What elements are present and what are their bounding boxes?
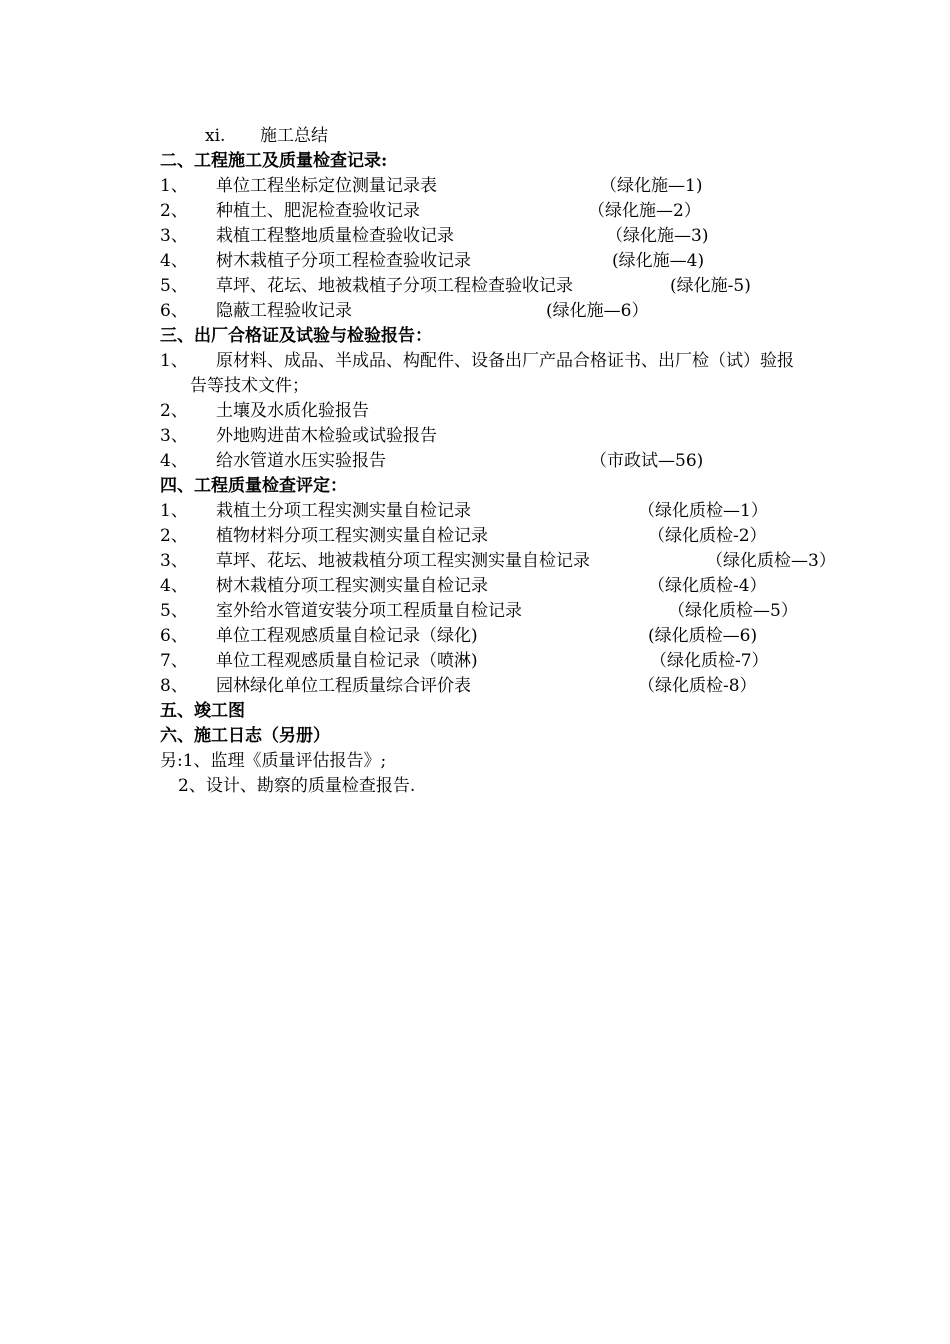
list-number: 5、 <box>160 601 188 621</box>
list-item-text: 隐蔽工程验收记录 <box>216 301 352 321</box>
list-item-text: 栽植土分项工程实测实量自检记录 <box>216 501 471 521</box>
list-number: 1、 <box>160 351 188 371</box>
form-reference: （绿化施—1) <box>600 176 703 196</box>
note-line: 另:1、监理《质量评估报告》; <box>160 751 387 771</box>
list-item-text: 单位工程观感质量自检记录（绿化) <box>216 626 478 646</box>
list-number: 2、 <box>160 201 188 221</box>
list-item-text: 草坪、花坛、地被栽植分项工程实测实量自检记录 <box>216 551 590 571</box>
list-number: 4、 <box>160 576 188 596</box>
list-number: 3、 <box>160 226 188 246</box>
list-number: 3、 <box>160 551 188 571</box>
list-item-text: 树木栽植分项工程实测实量自检记录 <box>216 576 488 596</box>
list-item-text: 土壤及水质化验报告 <box>216 401 369 421</box>
list-item-text: 单位工程坐标定位测量记录表 <box>216 176 437 196</box>
list-item-text: 园林绿化单位工程质量综合评价表 <box>216 676 471 696</box>
list-item-text: 室外给水管道安装分项工程质量自检记录 <box>216 601 522 621</box>
section-heading: 二、工程施工及质量检查记录: <box>160 151 388 171</box>
form-reference: （绿化质检-2） <box>648 526 767 546</box>
list-item-text: 树木栽植子分项工程检查验收记录 <box>216 251 471 271</box>
form-reference: （绿化质检—1） <box>638 501 768 521</box>
section-heading: 六、施工日志（另册） <box>160 726 330 746</box>
form-reference: （绿化质检-4） <box>648 576 767 596</box>
list-item-text: 栽植工程整地质量检查验收记录 <box>216 226 454 246</box>
list-item-text: 种植土、肥泥检查验收记录 <box>216 201 420 221</box>
form-reference: （绿化质检—5） <box>668 601 798 621</box>
list-item-text: 植物材料分项工程实测实量自检记录 <box>216 526 488 546</box>
list-item-text: 施工总结 <box>260 126 328 146</box>
list-item-text: 原材料、成品、半成品、构配件、设备出厂产品合格证书、出厂检（试）验报 <box>216 351 794 371</box>
list-number: 1、 <box>160 501 188 521</box>
form-reference: (绿化施-5) <box>670 276 751 296</box>
form-reference: （绿化质检-8） <box>638 676 757 696</box>
section-heading: 三、出厂合格证及试验与检验报告： <box>160 326 432 346</box>
list-number: 4、 <box>160 251 188 271</box>
list-number: 2、 <box>160 526 188 546</box>
list-number: 6、 <box>160 626 188 646</box>
form-reference: （绿化质检-7） <box>650 651 769 671</box>
form-reference: (绿化质检—6) <box>648 626 758 646</box>
form-reference: (绿化施—4) <box>612 251 705 271</box>
form-reference: （绿化质检—3） <box>706 551 836 571</box>
list-item-text: 外地购进苗木检验或试验报告 <box>216 426 437 446</box>
list-number: 2、 <box>160 401 188 421</box>
list-number: 3、 <box>160 426 188 446</box>
list-item-text: 单位工程观感质量自检记录（喷淋) <box>216 651 478 671</box>
list-item-text: 草坪、花坛、地被栽植子分项工程检查验收记录 <box>216 276 573 296</box>
list-number: xi. <box>205 126 226 146</box>
list-number: 4、 <box>160 451 188 471</box>
list-number: 8、 <box>160 676 188 696</box>
list-item-text: 给水管道水压实验报告 <box>216 451 386 471</box>
form-reference: （市政试—56) <box>590 451 704 471</box>
list-number: 1、 <box>160 176 188 196</box>
note-line: 2、设计、勘察的质量检查报告. <box>178 776 416 796</box>
form-reference: （绿化施—3) <box>606 226 709 246</box>
list-number: 5、 <box>160 276 188 296</box>
section-heading: 四、工程质量检查评定： <box>160 476 347 496</box>
section-heading: 五、竣工图 <box>160 701 245 721</box>
form-reference: （绿化施—2） <box>588 201 701 221</box>
list-item-continuation: 告等技术文件； <box>190 376 309 396</box>
list-number: 7、 <box>160 651 188 671</box>
form-reference: (绿化施—6） <box>546 301 649 321</box>
list-number: 6、 <box>160 301 188 321</box>
